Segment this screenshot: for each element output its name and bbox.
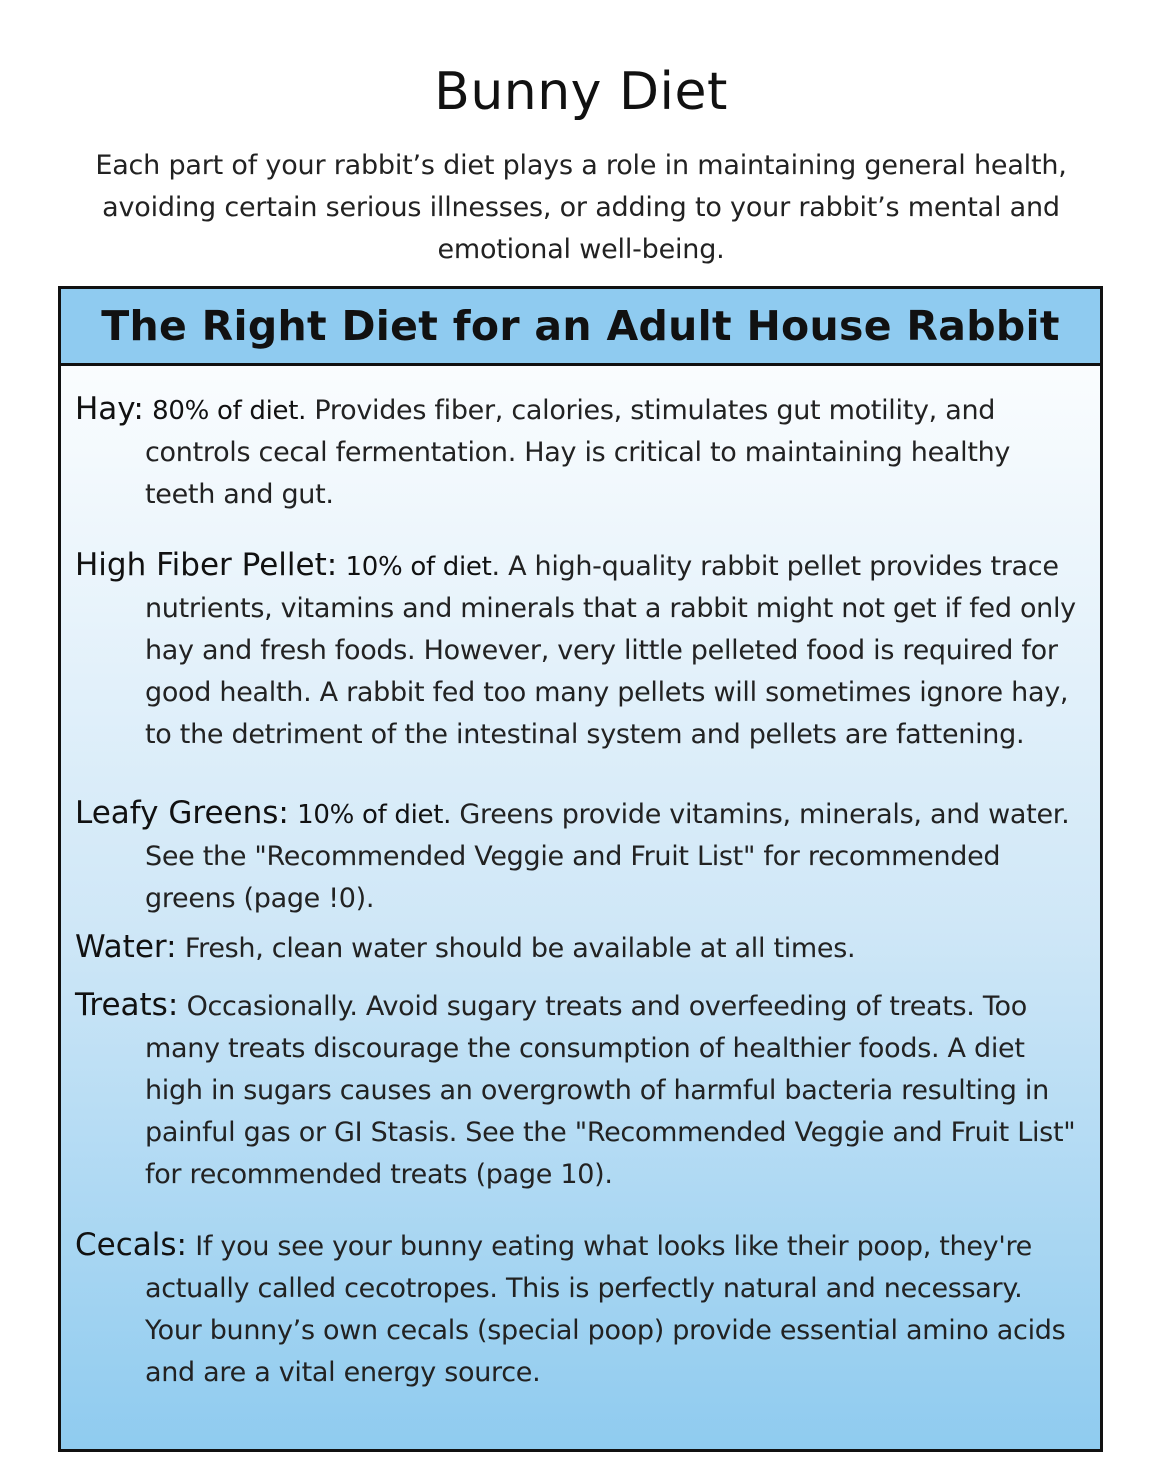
diet-item-portion: 80% of diet. xyxy=(152,396,307,426)
diet-item-label: High Fiber Pellet: xyxy=(75,547,338,583)
diet-item-leafy-greens xyxy=(75,792,1086,920)
diet-item-label: Cecals: xyxy=(75,1227,187,1263)
diet-item-text: If you see your bunny eating what looks like their poop, they're actually called cecotropes. This is perfectly natural and necessary. Your bunny’s own cecals (special poop) provide essential amino acids and are a vital energy source. xyxy=(145,1231,1066,1388)
diet-item-text: Greens provide vitamins, minerals, and water. See the "Recommended Veggie and Fruit List" for recommended greens (page !0). xyxy=(145,799,1070,914)
diet-box xyxy=(58,286,1103,1452)
diet-item-text: . A high-quality rabbit pellet provides trace nutrients, vitamins and minerals that a rabbit might not get if fed only hay and fresh foods. However, very little pelleted food is required for good health. A rabbit fed too many pellets will sometimes ignore hay, to the detriment of the intestinal system and pellets are fattening. xyxy=(145,551,1076,750)
diet-item-portion: 10% of diet xyxy=(345,552,492,582)
diet-item-treats xyxy=(75,984,1086,1196)
diet-box-header xyxy=(61,289,1100,366)
diet-item-label: Leafy Greens: xyxy=(75,795,289,831)
diet-item-portion: 10% of diet. xyxy=(297,800,452,830)
diet-item-hay xyxy=(75,388,1086,516)
diet-item-pellet xyxy=(75,544,1086,756)
diet-item-text: Occasionally. Avoid sugary treats and overfeeding of treats. Too many treats discourage the consumption of healthier foods. A diet high in sugars causes an overgrowth of harmful bacteria resulting in painful gas or GI Stasis. See the "Recommended Veggie and Fruit List" for recommended treats (page 10). xyxy=(145,991,1076,1190)
diet-item-text: Fresh, clean water should be available at all times. xyxy=(184,933,856,964)
diet-item-water xyxy=(75,926,1086,970)
diet-item-label: Water: xyxy=(75,929,177,965)
diet-item-label: Hay: xyxy=(75,391,144,427)
diet-item-text: Provides fiber, calories, stimulates gut motility, and controls cecal fermentation. Hay is critical to maintaining healthy teeth and gut. xyxy=(145,395,1011,510)
diet-box-title: The Right Diet for an Adult House Rabbit xyxy=(101,302,1060,350)
diet-list xyxy=(61,366,1100,1394)
diet-item-label: Treats: xyxy=(75,987,179,1023)
page-title: Bunny Diet xyxy=(434,62,728,122)
diet-item-cecals xyxy=(75,1224,1086,1394)
intro-paragraph: Each part of your rabbit’s diet plays a role in maintaining general health, avoiding certain serious illnesses, or adding to your rabbit’s mental and emotional well-being. xyxy=(95,150,1067,265)
